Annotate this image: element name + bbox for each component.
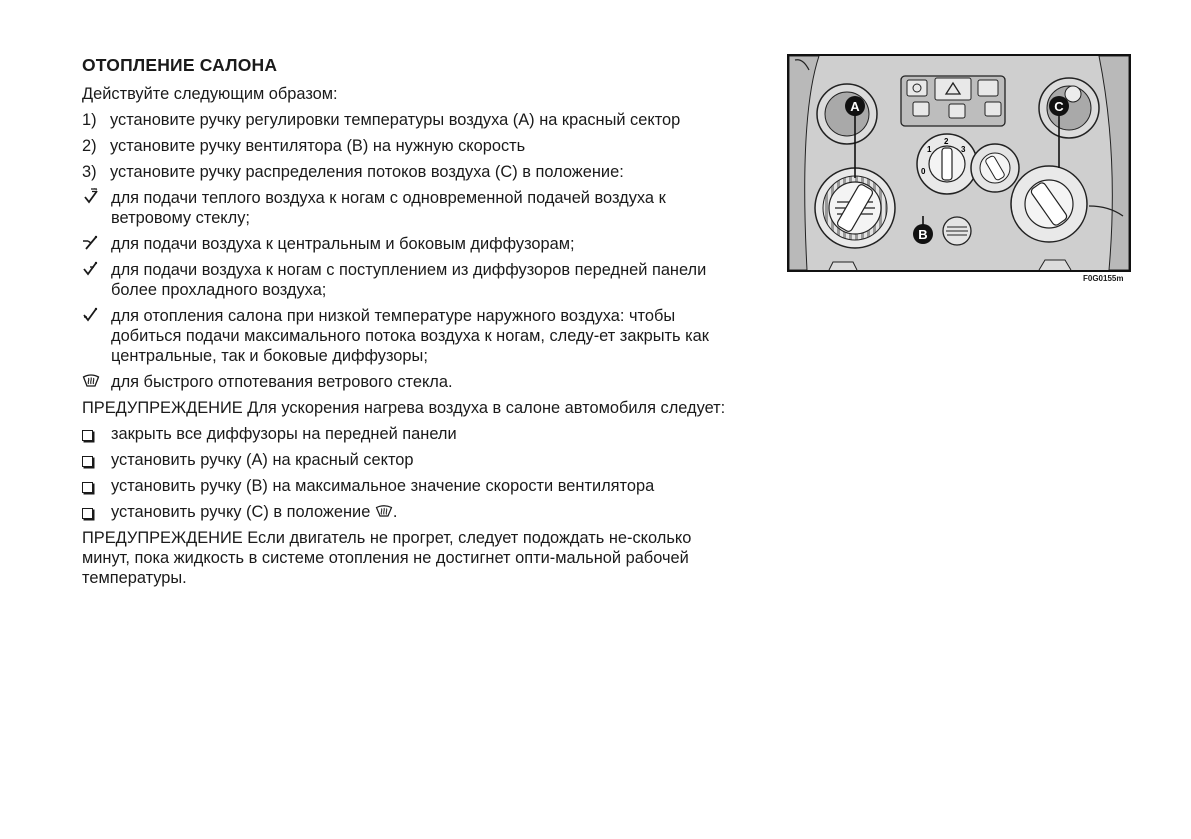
tip-suffix: . bbox=[392, 503, 398, 521]
step-item bbox=[82, 162, 742, 182]
intro-text: Действуйте следующим образом: bbox=[82, 85, 338, 103]
step-item bbox=[82, 136, 742, 156]
tip-item bbox=[82, 450, 742, 470]
mode-text: для отопления салона при низкой температуре наружного воздуха: чтобы добиться подачи максимального потока воздуха к ногам, следу-ет закрыть как центральные, так и боковые диффузоры; bbox=[111, 307, 709, 365]
mode-text: для подачи воздуха к центральным и боковым диффузорам; bbox=[111, 235, 575, 253]
tip-text: установить ручку (С) в положение bbox=[111, 503, 371, 521]
warning-text: ПРЕДУПРЕЖДЕНИЕ Если двигатель не прогрет, следует подождать не-сколько минут, пока жидкость в системе отопления не достигнет опти-мальной рабочей температуры. bbox=[82, 529, 692, 587]
step-number: 1) bbox=[82, 111, 97, 129]
step-text: установите ручку распределения потоков воздуха (С) в положение: bbox=[110, 163, 624, 181]
fan-speed-label: 1 bbox=[927, 145, 932, 154]
mode-item bbox=[82, 372, 742, 392]
checkbox-bullet-icon bbox=[82, 456, 93, 467]
checkbox-bullet-icon bbox=[82, 482, 93, 493]
feet-face-icon bbox=[82, 260, 100, 278]
step-item bbox=[82, 110, 742, 130]
mode-text: для подачи теплого воздуха к ногам с одновременной подачей воздуха к ветровому стеклу; bbox=[111, 189, 666, 227]
warning-text: ПРЕДУПРЕЖДЕНИЕ Для ускорения нагрева воздуха в салоне автомобиля следует: bbox=[82, 399, 726, 417]
tip-text: установить ручку (А) на красный сектор bbox=[111, 451, 414, 469]
mode-item bbox=[82, 234, 742, 254]
mode-item bbox=[82, 260, 742, 300]
step-text: установите ручку вентилятора (В) на нужную скорость bbox=[110, 137, 526, 155]
tip-text: закрыть все диффузоры на передней панели bbox=[111, 425, 457, 443]
mode-item bbox=[82, 306, 742, 366]
section-title: ОТОПЛЕНИЕ САЛОНА bbox=[82, 55, 278, 75]
feet-icon bbox=[82, 306, 100, 324]
fan-speed-label: 3 bbox=[961, 145, 966, 154]
mode-text: для подачи воздуха к ногам с поступлением из диффузоров передней панели более прохладного воздуха; bbox=[111, 261, 707, 299]
checkbox-bullet-icon bbox=[82, 508, 93, 519]
callout-c: C bbox=[1054, 99, 1064, 114]
feet-windscreen-icon bbox=[82, 188, 100, 206]
fan-speed-label: 0 bbox=[921, 167, 926, 176]
defrost-icon bbox=[375, 503, 393, 517]
fan-speed-label: 2 bbox=[944, 137, 949, 146]
checkbox-bullet-icon bbox=[82, 430, 93, 441]
face-vents-icon bbox=[82, 234, 100, 252]
dashboard-illustration bbox=[787, 54, 1131, 272]
mode-item bbox=[82, 188, 742, 228]
tip-text: установить ручку (В) на максимальное значение скорости вентилятора bbox=[111, 477, 655, 495]
tip-item bbox=[82, 424, 742, 444]
step-text: установите ручку регулировки температуры воздуха (А) на красный сектор bbox=[110, 111, 681, 129]
callout-a: A bbox=[850, 99, 860, 114]
step-number: 3) bbox=[82, 163, 97, 181]
text-column bbox=[82, 55, 742, 594]
defrost-icon bbox=[82, 372, 100, 390]
dashboard-drawing bbox=[789, 56, 1129, 270]
callout-b: B bbox=[918, 227, 928, 242]
step-number: 2) bbox=[82, 137, 97, 155]
tip-item bbox=[82, 476, 742, 496]
figure-code: F0G0155m bbox=[1083, 274, 1124, 283]
mode-text: для быстрого отпотевания ветрового стекла. bbox=[111, 373, 453, 391]
tip-item bbox=[82, 502, 742, 522]
